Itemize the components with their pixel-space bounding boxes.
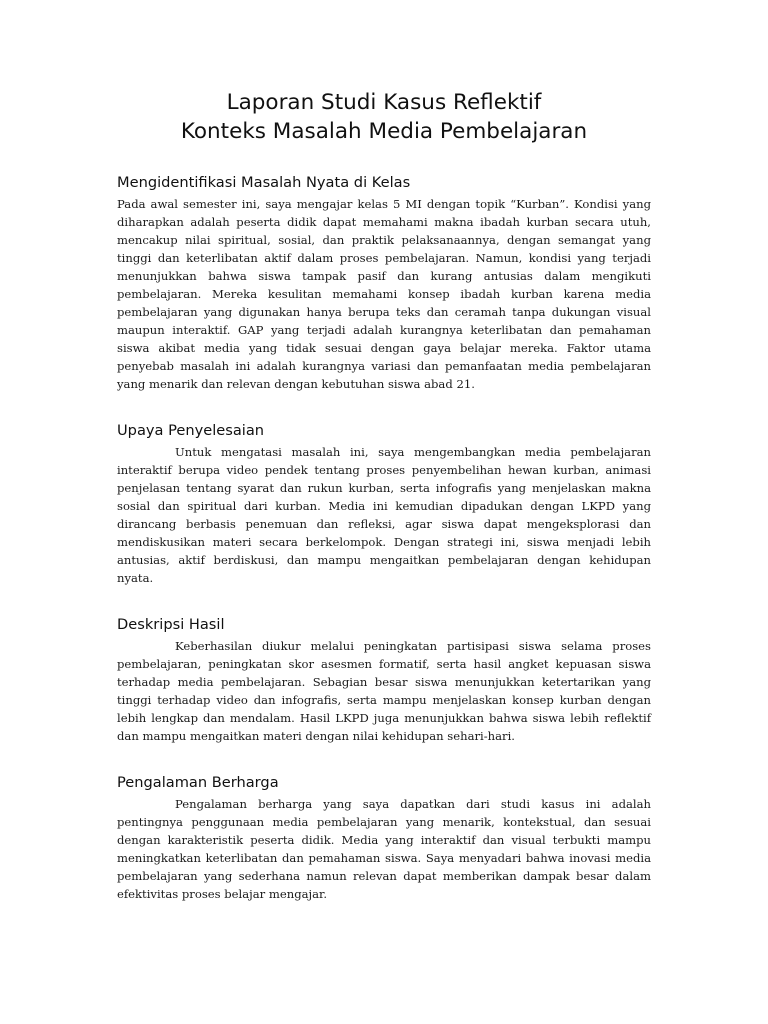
section-deskripsi-hasil	[117, 615, 651, 745]
section-body: Pengalaman berharga yang saya dapatkan dari studi kasus ini adalah pentingnya penggunaan media pembelajaran yang menarik, kontekstual, dan sesuai dengan karakteristik peserta didik. Media yang interaktif dan visual terbukti mampu meningkatkan keterlibatan dan pemahaman siswa. Saya menyadari bahwa inovasi media pembelajaran yang sederhana namun relevan dapat memberikan dampak besar dalam efektivitas proses belajar mengajar.	[117, 797, 651, 901]
section-pengalaman-berharga	[117, 773, 651, 903]
section-body: Keberhasilan diukur melalui peningkatan partisipasi siswa selama proses pembelajaran, peningkatan skor asesmen formatif, serta hasil angket kepuasan siswa terhadap media pembelajaran. Sebagian besar siswa menunjukkan ketertarikan yang tinggi terhadap video dan infografis, serta mampu menjelaskan konsep kurban dengan lebih lengkap dan mendalam. Hasil LKPD juga menunjukkan bahwa siswa lebih reflektif dan mampu mengaitkan materi dengan nilai kehidupan sehari-hari.	[117, 639, 651, 743]
section-upaya-penyelesaian	[117, 421, 651, 587]
document-title	[117, 88, 651, 146]
document-page	[117, 88, 651, 931]
section-identifikasi-masalah	[117, 173, 651, 393]
title-line-1: Laporan Studi Kasus Reflektif	[226, 90, 542, 115]
section-heading: Pengalaman Berharga	[117, 774, 279, 791]
section-body: Untuk mengatasi masalah ini, saya mengembangkan media pembelajaran interaktif berupa video pendek tentang proses penyembelihan hewan kurban, animasi penjelasan tentang syarat dan rukun kurban, serta infografis yang menjelaskan makna sosial dan spiritual dari kurban. Media ini kemudian dipadukan dengan LKPD yang dirancang berbasis penemuan dan refleksi, agar siswa dapat mengeksplorasi dan mendiskusikan materi secara berkelompok. Dengan strategi ini, siswa menjadi lebih antusias, aktif berdiskusi, dan mampu mengaitkan pembelajaran dengan kehidupan nyata.	[117, 445, 651, 585]
title-line-2: Konteks Masalah Media Pembelajaran	[180, 119, 588, 144]
section-heading: Upaya Penyelesaian	[117, 422, 265, 439]
section-heading: Mengidentifikasi Masalah Nyata di Kelas	[117, 174, 411, 191]
section-heading: Deskripsi Hasil	[117, 616, 225, 633]
section-body: Pada awal semester ini, saya mengajar kelas 5 MI dengan topik “Kurban”. Kondisi yang diharapkan adalah peserta didik dapat memahami makna ibadah kurban secara utuh, mencakup nilai spiritual, sosial, dan praktik pelaksanaannya, dengan semangat yang tinggi dan keterlibatan aktif dalam proses pembelajaran. Namun, kondisi yang terjadi menunjukkan bahwa siswa tampak pasif dan kurang antusias dalam mengikuti pembelajaran. Mereka kesulitan memahami konsep ibadah kurban karena media pembelajaran yang digunakan hanya berupa teks dan ceramah tanpa dukungan visual maupun interaktif. GAP yang terjadi adalah kurangnya keterlibatan dan pemahaman siswa akibat media yang tidak sesuai dengan gaya belajar mereka. Faktor utama penyebab masalah ini adalah kurangnya variasi dan pemanfaatan media pembelajaran yang menarik dan relevan dengan kebutuhan siswa abad 21.	[117, 197, 651, 391]
